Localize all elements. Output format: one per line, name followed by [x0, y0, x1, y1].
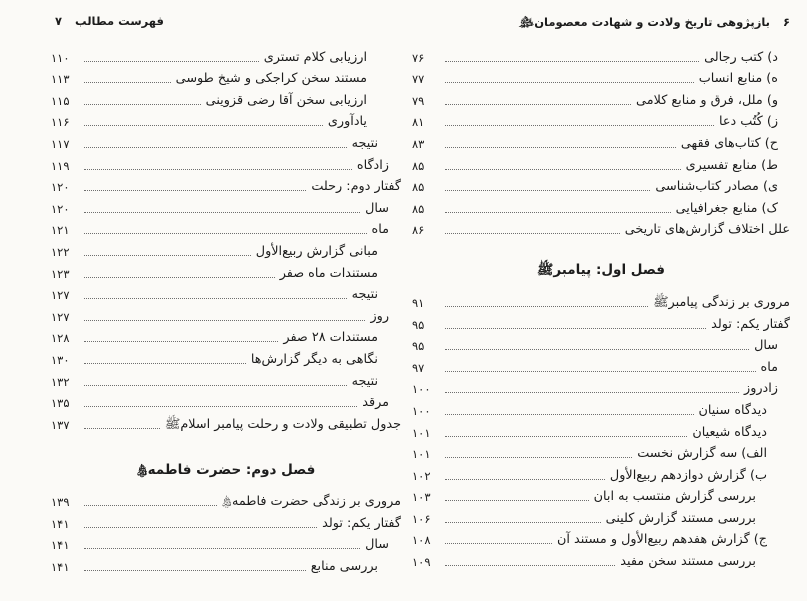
toc-entry-title: سال: [754, 338, 778, 354]
toc-entry-page-number: ۱۰۱: [412, 425, 431, 440]
toc-entry: [51, 217, 401, 239]
toc-entry-title: مبانی گزارش ربیع‌الأول: [255, 243, 378, 259]
toc-entry-title: د) کتب رجالی: [704, 49, 778, 65]
dot-leader: [445, 147, 676, 148]
running-title: فهرست مطالب: [75, 14, 164, 28]
toc-entry-page-number: ۱۰۹: [412, 555, 431, 570]
dot-leader: [84, 255, 251, 256]
toc-entry: [51, 109, 401, 131]
toc-entry-title: ماه: [371, 222, 389, 238]
toc-entry-page-number: ۱۲۷: [51, 309, 70, 324]
dot-leader: [445, 349, 749, 350]
toc-entry-page-number: ۱۲۷: [51, 288, 70, 303]
toc-entry: [412, 505, 790, 527]
toc-entry-page-number: ۱۲۳: [51, 266, 70, 281]
toc-entry: [412, 462, 790, 484]
toc-entry: [51, 87, 401, 109]
toc-entry-page-number: ۸۱: [412, 115, 425, 130]
dot-leader: [445, 306, 648, 307]
page-number: ۶: [782, 15, 790, 29]
toc-entry: [412, 130, 790, 152]
toc-entry: [412, 441, 790, 463]
toc-entry-title: ج) گزارش هفدهم ربیع‌الأول و مستند آن: [557, 532, 767, 548]
dot-leader: [445, 328, 706, 329]
toc-entry-page-number: ۱۰۱: [412, 447, 431, 462]
toc-entry-title: ارزیابی سخن آقا رضی قزوینی: [205, 92, 367, 108]
dot-leader: [84, 298, 347, 299]
toc-entry-title: بررسی گزارش منتسب به ابان: [593, 489, 756, 505]
toc-entry: [51, 44, 401, 66]
page-number: ۷: [55, 14, 63, 28]
toc-entry-title: بررسی مستند سخن مفید: [620, 554, 756, 570]
dot-leader: [84, 505, 217, 506]
toc-entry-title: زادروز: [744, 381, 778, 397]
toc-entry-title: گفتار یکم: تولد: [322, 515, 401, 531]
toc-entry: [412, 44, 790, 66]
toc-entry-page-number: ۱۲۰: [51, 180, 70, 195]
toc-entry-title: نتیجه: [351, 135, 378, 151]
toc-entry-title: علل اختلاف گزارش‌های تاریخی: [624, 222, 790, 238]
dot-leader: [445, 104, 631, 105]
toc-entry: [51, 282, 401, 304]
toc-entry-page-number: ۱۳۲: [51, 374, 70, 389]
toc-entry-page-number: ۱۱۶: [51, 115, 70, 130]
toc-entry-title: نگاهی به دیگر گزارش‌ها: [250, 351, 378, 367]
toc-entry-title: گفتار یکم: تولد: [711, 316, 790, 332]
toc-entry-title: بررسی مستند گزارش کلینی: [605, 510, 756, 526]
dot-leader: [84, 385, 347, 386]
toc-entry-page-number: ۸۵: [412, 180, 425, 195]
toc-entry-title: روز: [370, 308, 389, 324]
dot-leader: [84, 212, 360, 213]
toc-entry-title: زادگاه: [356, 157, 389, 173]
dot-leader: [445, 392, 739, 393]
dot-leader: [84, 570, 306, 571]
toc-entry: [412, 527, 790, 549]
toc-entry-title: دیدگاه سنیان: [698, 402, 767, 418]
toc-entry: [51, 390, 401, 412]
toc-entry: [412, 289, 790, 311]
dot-leader: [445, 414, 694, 415]
toc-entry-page-number: ۱۱۹: [51, 158, 70, 173]
toc-entry: [412, 311, 790, 333]
dot-leader: [84, 320, 365, 321]
dot-leader: [84, 527, 317, 528]
dot-leader: [445, 565, 615, 566]
toc-entry-title: دیدگاه شیعیان: [692, 424, 767, 440]
dot-leader: [445, 82, 694, 83]
toc-entry-title: مستندات ماه صفر: [279, 265, 378, 281]
toc-entry-page-number: ۱۲۲: [51, 244, 70, 259]
toc-entry-page-number: ۱۰۰: [412, 382, 431, 397]
toc-entry: [51, 66, 401, 88]
dot-leader: [84, 147, 347, 148]
dot-leader: [84, 406, 357, 407]
page-7-running-head: [55, 14, 164, 28]
page-6-running-head: [518, 15, 790, 32]
toc-entry: [412, 376, 790, 398]
toc-entry-page-number: ۷۶: [412, 50, 425, 65]
toc-entry: [51, 195, 401, 217]
dot-leader: [84, 61, 259, 62]
toc-entry: [412, 397, 790, 419]
toc-entry: [412, 217, 790, 239]
dot-leader: [445, 371, 756, 372]
page-7: [51, 0, 401, 601]
toc-entry-title: مستندات ۲۸ صفر: [283, 330, 378, 346]
toc-entry: [51, 238, 401, 260]
toc-entry-title: ط) منابع تفسیری: [685, 157, 778, 173]
dot-leader: [445, 169, 681, 170]
toc-entry-page-number: ۱۳۵: [51, 396, 70, 411]
toc-entry-title: مرقد: [362, 395, 389, 411]
toc-entry-page-number: ۸۳: [412, 136, 425, 151]
toc-entry-page-number: ۱۰۸: [412, 533, 431, 548]
dot-leader: [84, 428, 160, 429]
dot-leader: [445, 233, 620, 234]
toc-entry-page-number: ۱۰۰: [412, 403, 431, 418]
toc-entry-page-number: ۹۷: [412, 360, 425, 375]
toc-entry: [51, 325, 401, 347]
toc-entry-title: گفتار دوم: رحلت: [311, 179, 401, 195]
toc-entry: [412, 419, 790, 441]
toc-entry: [51, 553, 401, 575]
toc-entry-title: نتیجه: [351, 373, 378, 389]
toc-entry-title: سال: [365, 200, 389, 216]
toc-entry: [51, 130, 401, 152]
toc-entry-page-number: ۱۴۱: [51, 538, 70, 553]
toc-entry: [412, 66, 790, 88]
toc-entry-page-number: ۱۰۲: [412, 468, 431, 483]
toc-entry: [51, 368, 401, 390]
dot-leader: [84, 277, 275, 278]
toc-entry: [412, 195, 790, 217]
toc-entry-page-number: ۱۱۷: [51, 136, 70, 151]
toc-entry-page-number: ۱۰۶: [412, 511, 431, 526]
toc-entry-page-number: ۱۱۵: [51, 93, 70, 108]
page-6: [412, 0, 790, 601]
dot-leader: [84, 190, 306, 191]
toc-entry-page-number: ۸۵: [412, 158, 425, 173]
toc-entry: [412, 333, 790, 355]
toc-entry: [51, 303, 401, 325]
toc-entry-page-number: ۱۱۳: [51, 72, 70, 87]
toc-entry: [51, 489, 401, 511]
toc-entry-title: نتیجه: [351, 287, 378, 303]
toc-entry-title: سال: [365, 537, 389, 553]
toc-entry-page-number: ۱۳۹: [51, 495, 70, 510]
toc-entry: [51, 174, 401, 196]
toc-entry-title: و) ملل، فرق و منابع کلامی: [636, 92, 778, 108]
toc-entry-page-number: ۷۹: [412, 93, 425, 108]
toc-entry: [412, 152, 790, 174]
toc-entry-title: مروری بر زندگی حضرت فاطمه﵋: [221, 494, 401, 510]
toc-entry: [412, 174, 790, 196]
toc-entry-title: الف) سه گزارش نخست: [637, 446, 767, 462]
toc-entry-title: ماه: [760, 359, 778, 375]
toc-entry-page-number: ۹۱: [412, 295, 425, 310]
toc-entry-page-number: ۸۵: [412, 201, 425, 216]
dot-leader: [445, 190, 650, 191]
dot-leader: [84, 125, 323, 126]
dot-leader: [84, 548, 360, 549]
running-title: بازپژوهی تاریخ ولادت و شهادت معصومان﵈: [518, 15, 770, 29]
page-7-toc: [51, 44, 401, 575]
toc-entry: [412, 109, 790, 131]
toc-entry: [51, 260, 401, 282]
dot-leader: [445, 543, 552, 544]
toc-entry-title: ک) منابع جغرافیایی: [675, 200, 778, 216]
toc-entry-page-number: ۹۵: [412, 317, 425, 332]
toc-entry-page-number: ۱۱۰: [51, 50, 70, 65]
dot-leader: [84, 104, 201, 105]
toc-entry: [51, 532, 401, 554]
toc-entry-title: ی) مصادر کتاب‌شناسی: [655, 179, 778, 195]
dot-leader: [445, 212, 671, 213]
toc-entry: [412, 354, 790, 376]
toc-entry-page-number: ۹۵: [412, 339, 425, 354]
dot-leader: [84, 169, 352, 170]
chapter-heading: فصل دوم: حضرت فاطمه﵋: [136, 461, 316, 478]
dot-leader: [84, 82, 171, 83]
page-6-toc: [412, 44, 790, 570]
toc-entry-title: بررسی منابع: [310, 559, 378, 575]
dot-leader: [445, 457, 632, 458]
toc-entry-page-number: ۱۳۰: [51, 352, 70, 367]
toc-entry-title: ارزیابی کلام تستری: [263, 49, 367, 65]
dot-leader: [445, 500, 589, 501]
toc-entry: [51, 510, 401, 532]
toc-entry-page-number: ۱۴۱: [51, 516, 70, 531]
toc-entry-title: ب) گزارش دوازدهم ربیع‌الأول: [609, 467, 767, 483]
dot-leader: [445, 61, 699, 62]
toc-entry-page-number: ۷۷: [412, 72, 425, 87]
toc-entry: [51, 346, 401, 368]
toc-entry-title: ز) کُتُب دعا: [718, 114, 778, 130]
dot-leader: [445, 522, 601, 523]
dot-leader: [84, 341, 278, 342]
toc-entry-title: ح) کتاب‌های فقهی: [680, 135, 778, 151]
toc-entry-page-number: ۱۴۱: [51, 560, 70, 575]
toc-entry: [412, 87, 790, 109]
chapter-heading: فصل اول: پیامبرﷺ: [537, 262, 665, 279]
toc-entry: [412, 484, 790, 506]
dot-leader: [84, 363, 246, 364]
toc-entry-page-number: ۱۰۳: [412, 490, 431, 505]
toc-entry-page-number: ۱۲۱: [51, 223, 70, 238]
toc-entry: [51, 411, 401, 433]
dot-leader: [445, 436, 687, 437]
dot-leader: [445, 125, 714, 126]
toc-entry-page-number: ۸۶: [412, 223, 425, 238]
toc-entry: [412, 548, 790, 570]
toc-entry-title: ه) منابع انساب: [698, 71, 778, 87]
dot-leader: [84, 233, 367, 234]
toc-entry-title: مروری بر زندگی پیامبرﷺ: [653, 294, 790, 310]
toc-entry-title: یادآوری: [327, 114, 367, 130]
toc-entry-page-number: ۱۳۷: [51, 417, 70, 432]
toc-entry-title: جدول تطبیقی ولادت و رحلت پیامبر اسلامﷺ: [164, 416, 401, 432]
toc-entry-page-number: ۱۲۸: [51, 331, 70, 346]
toc-entry-title: مستند سخن کراجکی و شیخ طوسی: [175, 71, 367, 87]
toc-entry: [51, 152, 401, 174]
dot-leader: [445, 479, 605, 480]
toc-entry-page-number: ۱۲۰: [51, 201, 70, 216]
